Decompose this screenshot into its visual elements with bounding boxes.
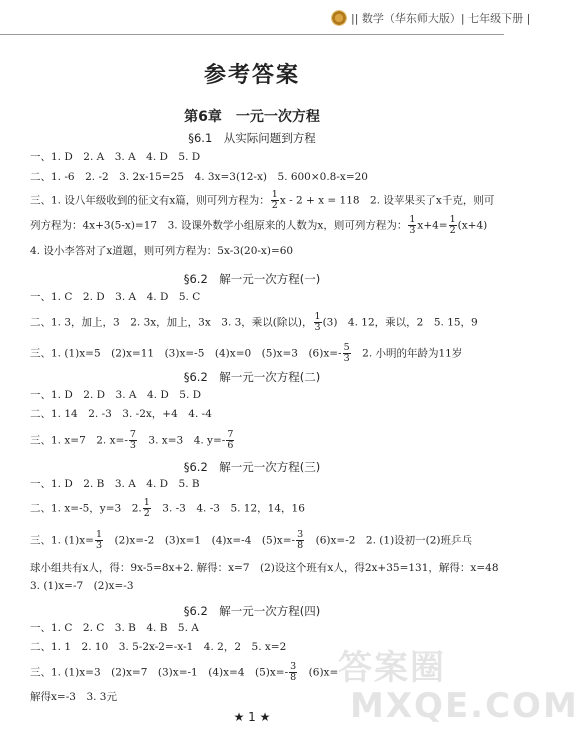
- answer-line: 三、1. (1)x=3 (2)x=7 (3)x=-1 (4)x=4 (5)x=- $\frac{3}{8}$ (6)x=: [30, 661, 339, 683]
- answer-line: 二、1. -6 2. -2 3. 2x-15=25 4. 3x=3(12-x) 5. 600×0.8-x=20: [30, 171, 368, 183]
- fraction: $\frac{1}{2}$: [143, 497, 150, 519]
- answer-line: 三、1. (1)x=5 (2)x=11 (3)x=-5 (4)x=0 (5)x=3 (6)x=- $\frac{5}{3}$ 2. 小明的年龄为11岁: [30, 342, 463, 364]
- answer-line: 二、1. 3，加上，3 2. 3x，加上，3x 3. 3，乘以(除以)， $\frac{1}{3}$ (3) 4. 12，乘以，2 5. 15，9: [30, 311, 478, 333]
- fraction: $\frac{1}{3}$: [409, 214, 416, 236]
- answer-line: 列方程为：4x+3(5-x)=17 3. 设课外数学小组原来的人数为x，则可列方程为： $\frac{1}{3}$ x+4= $\frac{1}{2}$ (x+4): [30, 214, 488, 236]
- answer-line: 二、1. x=-5，y=3 2. $\frac{1}{2}$ 3. -3 4. -3 5. 12，14，16: [30, 497, 305, 519]
- section-title: §6.1 从实际问题到方程: [188, 131, 316, 145]
- answer-line: 解得x=-3 3. 3元: [30, 691, 117, 703]
- answer-line: 一、1. D 2. A 3. A 4. D 5. D: [30, 151, 201, 163]
- page-title: 参考答案: [203, 63, 300, 88]
- header-divider: [0, 34, 504, 35]
- answer-line: 三、1. 设八年级收到的征文有x篇，则可列方程为： $\frac{1}{2}$ x - 2 + x = 118 2. 设苹果买了x千克，则可: [30, 189, 495, 211]
- answer-line: 一、1. C 2. C 3. B 4. B 5. A: [30, 622, 199, 634]
- section-title: §6.2 解一元一次方程(三): [183, 460, 321, 474]
- page-number: ★ 1 ★: [233, 710, 271, 724]
- fraction: $\frac{3}{8}$: [297, 529, 304, 551]
- watermark-logo: 答案圈 MXQE.COM: [338, 648, 579, 726]
- answer-line: 三、1. x=7 2. x=- $\frac{7}{3}$ 3. x=3 4. y=- $\frac{7}{6}$: [30, 429, 234, 451]
- answer-line: 一、1. C 2. D 3. A 4. D 5. C: [30, 291, 201, 303]
- answer-line: 二、1. 14 2. -3 3. -2x，+4 4. -4: [30, 408, 212, 420]
- fraction: $\frac{7}{3}$: [129, 429, 136, 451]
- answer-line: 三、1. (1)x= $\frac{1}{3}$ (2)x=-2 (3)x=1 (4)x=-4 (5)x=- $\frac{3}{8}$ (6)x=-2 2. (1)设初一(2)班乒乓: [30, 529, 473, 551]
- section-title: §6.2 解一元一次方程(二): [183, 370, 321, 384]
- answer-line: 一、1. D 2. B 3. A 4. D 5. B: [30, 478, 200, 490]
- running-header: [0, 0, 531, 40]
- answer-line: 球小组共有x人，得：9x-5=8x+2. 解得：x=7 (2)设这个班有x人，得2x+35=131，解得：x=48: [30, 562, 499, 574]
- answer-line: 一、1. D 2. D 3. A 4. D 5. D: [30, 389, 202, 401]
- fraction: $\frac{3}{8}$: [290, 661, 297, 683]
- answer-line: 二、1. 1 2. 10 3. 5-2x-2=-x-1 4. 2，2 5. x=2: [30, 641, 287, 653]
- fraction: $\frac{1}{3}$: [95, 529, 102, 551]
- answer-line: 3. (1)x=-7 (2)x=-3: [30, 580, 134, 592]
- fraction: $\frac{7}{6}$: [227, 429, 234, 451]
- section-title: §6.2 解一元一次方程(一): [183, 272, 321, 286]
- fraction: $\frac{1}{3}$: [314, 311, 321, 333]
- header-text: || 数学（华东师大版）| 七年级下册 |: [351, 12, 531, 25]
- fraction: $\frac{1}{2}$: [271, 189, 278, 211]
- chapter-title: 第6章 一元一次方程: [184, 109, 320, 125]
- book-logo-icon: [331, 10, 347, 26]
- section-title: §6.2 解一元一次方程(四): [183, 604, 321, 618]
- fraction: $\frac{1}{2}$: [449, 214, 456, 236]
- fraction: $\frac{5}{3}$: [343, 342, 350, 364]
- answer-line: 4. 设小李答对了x道题，则可列方程为：5x-3(20-x)=60: [30, 245, 294, 257]
